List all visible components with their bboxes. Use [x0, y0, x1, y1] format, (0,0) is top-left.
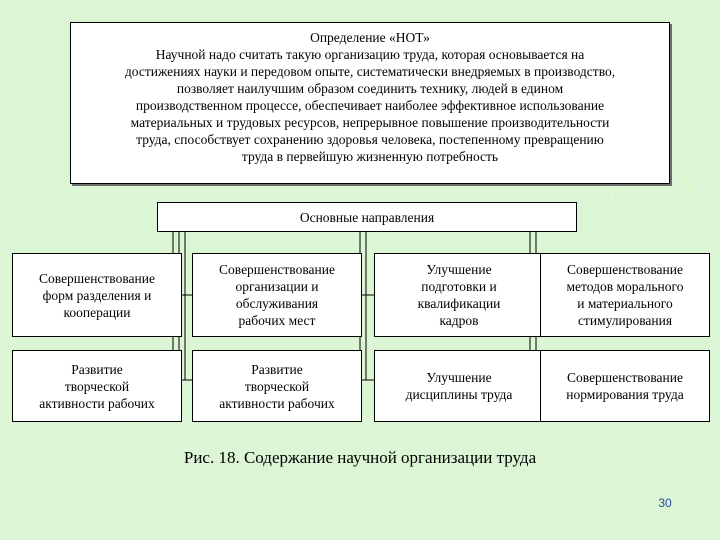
direction-text: активности рабочих — [219, 395, 335, 411]
direction-text: обслуживания — [235, 296, 319, 311]
direction-text: Совершенствование — [567, 370, 683, 385]
direction-box-creative-activity — [12, 350, 182, 422]
direction-text: творческой — [244, 378, 310, 394]
page-number: 30 — [658, 496, 672, 510]
definition-line: производственном процессе, обеспечивает наиболее эффективное использование — [135, 98, 605, 113]
definition-line: материальных и трудовых ресурсов, непрерывное повышение производительности — [130, 115, 610, 130]
direction-text: Улучшение — [426, 370, 492, 385]
direction-text: Развитие — [71, 361, 123, 377]
direction-text: нормирования труда — [566, 387, 684, 402]
direction-box-discipline — [374, 350, 544, 422]
main-directions-label: Основные направления — [299, 209, 435, 225]
direction-text: организации и — [235, 279, 319, 294]
definition-box — [70, 22, 670, 184]
definition-title: Определение «НОТ» — [310, 30, 430, 45]
direction-text: квалификации — [417, 296, 501, 311]
direction-text: Улучшение — [426, 262, 492, 277]
definition-line: достижениях науки и передовом опыте, систематически внедряемых в производство, — [124, 64, 616, 79]
direction-box-training — [374, 253, 544, 337]
direction-text: Совершенствование — [219, 262, 335, 277]
direction-box-norming — [540, 350, 710, 422]
direction-text: творческой — [64, 378, 130, 394]
direction-box-workplaces — [192, 253, 362, 337]
direction-text: форм разделения и — [42, 287, 152, 303]
direction-text: и материального — [577, 296, 673, 311]
definition-line: позволяет наилучшим образом соединить технику, людей в едином — [176, 81, 564, 96]
direction-text: кадров — [439, 313, 479, 328]
direction-text: Совершенствование — [39, 270, 155, 286]
direction-box-creative-activity-2 — [192, 350, 362, 422]
figure-caption: Рис. 18. Содержание научной организации труда — [183, 448, 537, 467]
direction-box-incentives — [540, 253, 710, 337]
main-directions-box — [157, 202, 577, 232]
definition-line: труда, способствует сохранению здоровья человека, постепенному превращению — [136, 132, 604, 147]
direction-text: методов морального — [566, 279, 684, 294]
definition-line: труда в первейшую жизненную потребность — [241, 149, 499, 164]
direction-text: рабочих мест — [238, 313, 316, 328]
direction-text: подготовки и — [421, 279, 497, 294]
direction-box-division-cooperation — [12, 253, 182, 337]
direction-text: активности рабочих — [39, 395, 155, 411]
direction-text: дисциплины труда — [405, 387, 513, 402]
definition-line: Научной надо считать такую организацию труда, которая основывается на — [155, 47, 585, 62]
direction-text: Совершенствование — [567, 262, 683, 277]
direction-text: Развитие — [251, 361, 303, 377]
direction-text: стимулирования — [577, 313, 673, 328]
direction-text: кооперации — [63, 304, 131, 320]
